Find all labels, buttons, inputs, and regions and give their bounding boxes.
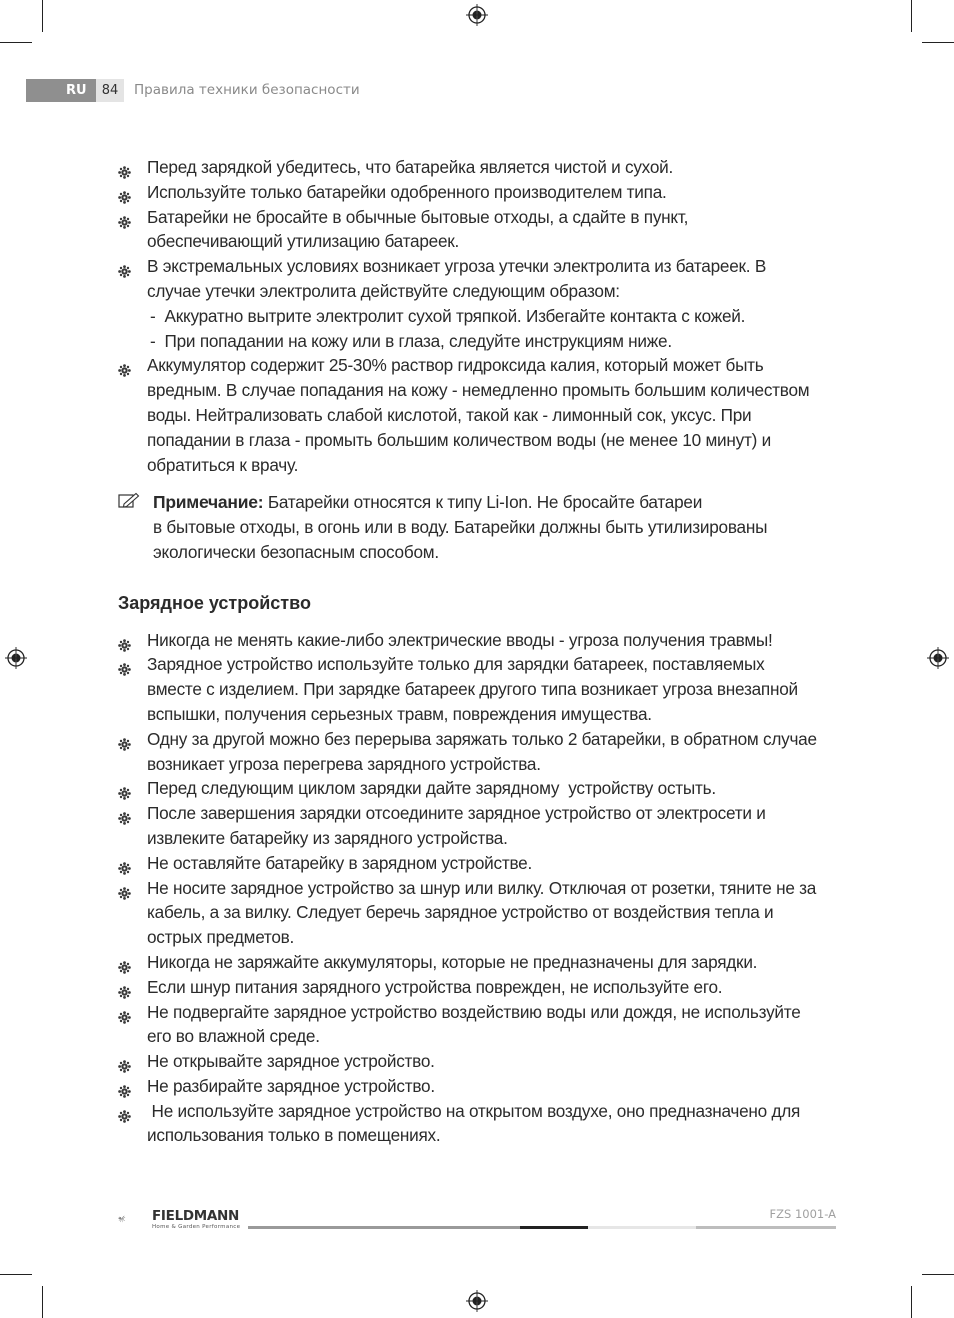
list-item-line: вредным. В случае попадания на кожу - немедленно промыть большим количеством <box>147 380 810 401</box>
list-item-line: использования только в помещениях. <box>147 1125 441 1146</box>
list-item-line: кабель, а за вилку. Следует беречь зарядное устройство от воздействия тепла и <box>147 902 774 923</box>
bullet-icon <box>118 658 131 671</box>
footer-line <box>520 1226 588 1229</box>
note-line: в бытовые отходы, в огонь или в воду. Батарейки должны быть утилизированы <box>153 517 768 538</box>
crop-mark <box>922 1274 954 1275</box>
list-item-line: обеспечивающий утилизацию батареек. <box>147 231 460 252</box>
list-item-line: Зарядное устройство используйте только для зарядки батареек, поставляемых <box>147 654 765 675</box>
page-content <box>118 155 838 1148</box>
brand-name: FIELDMANN <box>152 1208 240 1224</box>
list-item-line: его во влажной среде. <box>147 1026 320 1047</box>
crop-mark <box>0 1274 32 1275</box>
list-item <box>118 975 838 1000</box>
list-item <box>118 652 838 726</box>
list-item-line: Никогда не менять какие-либо электрические вводы - угроза получения травмы! <box>147 629 773 650</box>
bullet-icon <box>118 1055 131 1068</box>
safety-list-charger <box>118 628 838 1149</box>
list-item-line: извлеките батарейку из зарядного устройства. <box>147 827 508 848</box>
brand-tagline: Home & Garden Performance <box>152 1224 241 1230</box>
list-item-line: Не подвергайте зарядное устройство воздействию воды или дождя, не используйте <box>147 1001 801 1022</box>
model-number: FZS 1001-A <box>769 1207 836 1221</box>
list-item-line: вспышки, получения серьезных травм, повреждения имущества. <box>147 703 652 724</box>
list-item-line: Не оставляйте батарейку в зарядном устройстве. <box>147 852 533 873</box>
list-item <box>118 1049 838 1074</box>
list-item <box>118 876 838 950</box>
crop-mark <box>42 1286 43 1318</box>
crop-mark <box>42 0 43 32</box>
crop-mark <box>922 42 954 43</box>
registration-mark-icon <box>466 4 488 26</box>
list-item-line: случае утечки электролита действуйте следующим образом: <box>147 280 620 301</box>
list-item-line: Не используйте зарядное устройство на открытом воздухе, оно предназначено для <box>147 1100 801 1121</box>
section-title: Зарядное устройство <box>118 592 311 613</box>
list-item-line: вместе с изделием. При зарядке батареек другого типа возникает угроза внезапной <box>147 679 798 700</box>
bullet-icon <box>118 882 131 895</box>
list-item-line: обратиться к врачу. <box>147 454 299 475</box>
registration-mark-icon <box>466 1290 488 1312</box>
note-line <box>153 490 838 515</box>
sub-list <box>147 304 838 354</box>
crop-mark <box>911 1286 912 1318</box>
footer-line <box>248 1226 520 1229</box>
list-item-line: В экстремальных условиях возникает угроза утечки электролита из батареек. В <box>147 256 767 277</box>
bullet-icon <box>118 807 131 820</box>
bullet-icon <box>118 1006 131 1019</box>
fieldmann-logo-icon <box>118 1204 150 1234</box>
list-item <box>118 628 838 653</box>
note-line: экологически безопасным способом. <box>153 541 439 562</box>
footer-line <box>588 1226 696 1229</box>
bullet-icon <box>118 186 131 199</box>
bullet-icon <box>118 956 131 969</box>
note-block <box>118 490 838 564</box>
bullet-icon <box>118 211 131 224</box>
list-item <box>118 776 838 801</box>
bullet-icon <box>118 359 131 372</box>
list-item <box>118 254 838 353</box>
bullet-icon <box>118 1105 131 1118</box>
list-item <box>118 801 838 851</box>
list-item <box>118 851 838 876</box>
bullet-icon <box>118 857 131 870</box>
note-label: Примечание: <box>153 492 264 513</box>
crop-mark <box>911 0 912 32</box>
list-item <box>118 180 838 205</box>
list-item <box>118 950 838 975</box>
list-item-line: Одну за другой можно без перерыва заряжать только 2 батарейки, в обратном случае <box>147 728 817 749</box>
note-pencil-icon <box>118 492 140 509</box>
list-item-line: Не разбирайте зарядное устройство. <box>147 1075 435 1096</box>
list-item-line: возникает угроза перегрева зарядного устройства. <box>147 753 541 774</box>
sub-list-item: - Аккуратно вытрите электролит сухой тряпкой. Избегайте контакта с кожей. <box>150 305 746 326</box>
list-item <box>118 205 838 255</box>
list-item-line: Если шнур питания зарядного устройства поврежден, не используйте его. <box>147 976 723 997</box>
list-item-line: острых предметов. <box>147 927 295 948</box>
list-item-line: Аккумулятор содержит 25-30% раствор гидроксида калия, который может быть <box>147 355 764 376</box>
list-item-line: воды. Нейтрализовать слабой кислотой, такой как - лимонный сок, уксус. При <box>147 404 752 425</box>
list-item-line: Перед зарядкой убедитесь, что батарейка является чистой и сухой. <box>147 157 673 177</box>
list-item <box>118 1000 838 1050</box>
list-item <box>118 353 838 477</box>
page-header-title: Правила техники безопасности <box>134 82 360 98</box>
list-item <box>118 1099 838 1149</box>
list-item-line: Перед следующим циклом зарядки дайте зарядному устройству остыть. <box>147 778 716 799</box>
bullet-icon <box>118 782 131 795</box>
language-code: RU <box>66 83 87 98</box>
list-item-line: Батарейки не бросайте в обычные бытовые отходы, а сдайте в пункт, <box>147 206 689 227</box>
list-item-line: Не открывайте зарядное устройство. <box>147 1051 435 1072</box>
bullet-icon <box>118 981 131 994</box>
list-item-line: Никогда не заряжайте аккумуляторы, которые не предназначены для зарядки. <box>147 951 758 972</box>
bullet-icon <box>118 634 131 647</box>
note-text: Батарейки относятся к типу Li-Ion. Не бросайте батареи <box>263 492 703 513</box>
bullet-icon <box>118 161 131 174</box>
list-item-line: После завершения зарядки отсоедините зарядное устройство от электросети и <box>147 803 766 824</box>
list-item-line: Не носите зарядное устройство за шнур или вилку. Отключая от розетки, тяните не за <box>147 877 817 898</box>
list-item <box>118 1074 838 1099</box>
page-number: 84 <box>96 79 124 102</box>
sub-list-item: - При попадании на кожу или в глаза, следуйте инструкциям ниже. <box>150 330 672 351</box>
safety-list-battery <box>118 155 838 477</box>
footer-line <box>696 1226 836 1229</box>
list-item <box>118 727 838 777</box>
bullet-icon <box>118 1080 131 1093</box>
bullet-icon <box>118 260 131 273</box>
list-item-line: Используйте только батарейки одобренного производителем типа. <box>147 181 667 202</box>
list-item <box>118 155 838 180</box>
list-item-line: попадании в глаза - промыть большим количеством воды (не менее 10 минут) и <box>147 429 771 450</box>
registration-mark-icon <box>927 647 949 669</box>
bullet-icon <box>118 733 131 746</box>
crop-mark <box>0 42 32 43</box>
registration-mark-icon <box>5 647 27 669</box>
